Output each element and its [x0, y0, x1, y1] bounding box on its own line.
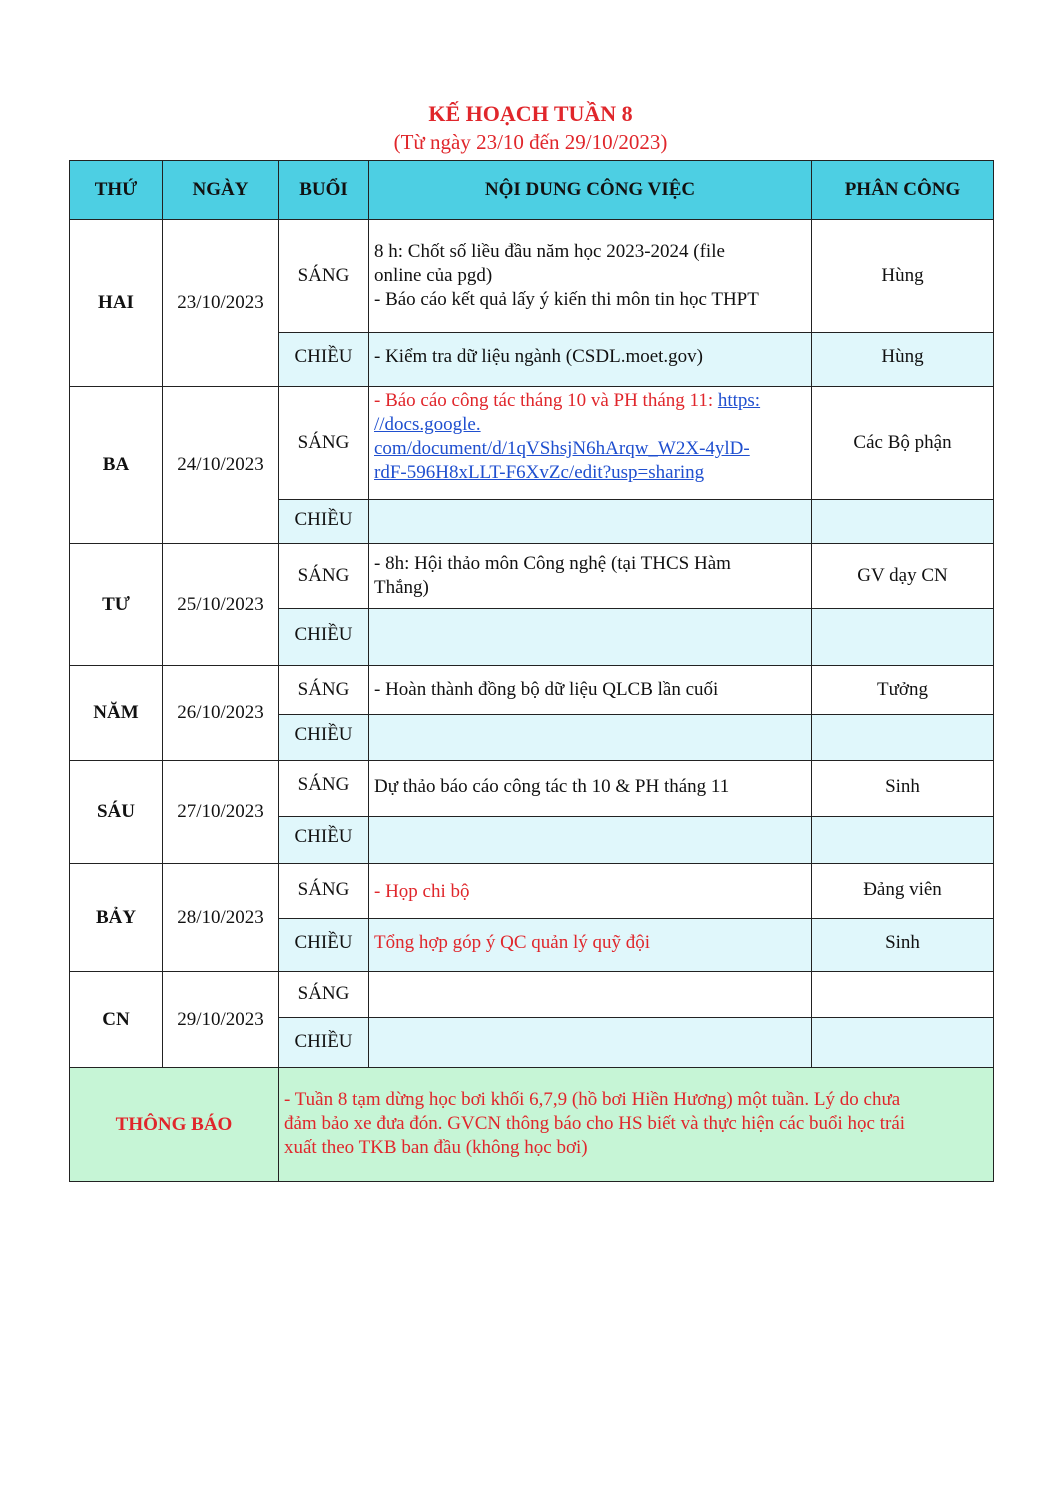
assignee — [812, 500, 994, 544]
assignee: Tưởng — [812, 666, 994, 715]
report-link-part[interactable]: com/document/d/1qVShsjN6hArqw_W2X-4ylD- — [374, 438, 750, 459]
table-row — [70, 544, 994, 609]
table-row — [70, 220, 994, 333]
column-header-noi-dung: NỘI DUNG CÔNG VIỆC — [369, 161, 812, 220]
day-name: BẢY — [70, 864, 163, 972]
assignee: GV dạy CN — [812, 544, 994, 609]
session-label: SÁNG — [279, 387, 369, 500]
task-content — [369, 544, 812, 609]
day-name: BA — [70, 387, 163, 544]
day-date: 27/10/2023 — [163, 761, 279, 864]
report-link-part[interactable]: rdF-596H8xLLT-F6XvZc/edit?usp=sharing — [374, 462, 705, 483]
task-content — [369, 817, 812, 864]
task-line: - Hoàn thành đồng bộ dữ liệu QLCB lần cuối — [374, 679, 719, 700]
session-label: SÁNG — [279, 666, 369, 715]
session-label: SÁNG — [279, 220, 369, 333]
day-date: 24/10/2023 — [163, 387, 279, 544]
session-label: SÁNG — [279, 864, 369, 919]
table-header-row — [70, 161, 994, 220]
report-link-part[interactable]: https: — [717, 390, 761, 411]
day-name: TƯ — [70, 544, 163, 666]
day-name: SÁU — [70, 761, 163, 864]
task-content — [369, 761, 812, 817]
task-content — [369, 864, 812, 919]
table-row — [70, 972, 994, 1018]
column-header-thu: THỨ — [70, 161, 163, 220]
column-header-buoi: BUỔI — [279, 161, 369, 220]
task-content — [369, 666, 812, 715]
column-header-phan-cong: PHÂN CÔNG — [812, 161, 994, 220]
assignee: Đảng viên — [812, 864, 994, 919]
session-label: CHIỀU — [279, 500, 369, 544]
task-line: - Kiểm tra dữ liệu ngành (CSDL.moet.gov) — [374, 346, 704, 367]
session-label: CHIỀU — [279, 817, 369, 864]
session-label: SÁNG — [279, 972, 369, 1018]
notice-line: - Tuần 8 tạm dừng học bơi khối 6,7,9 (hồ bơi Hiền Hương) một tuần. Lý do chưa — [284, 1089, 901, 1110]
assignee: Hùng — [812, 220, 994, 333]
session-label: CHIỀU — [279, 609, 369, 666]
day-date: 28/10/2023 — [163, 864, 279, 972]
day-date: 26/10/2023 — [163, 666, 279, 761]
page-title: KẾ HOẠCH TUẦN 8 — [428, 101, 633, 126]
task-content — [369, 919, 812, 972]
page-subtitle: (Từ ngày 23/10 đến 29/10/2023) — [393, 130, 668, 154]
column-header-ngay: NGÀY — [163, 161, 279, 220]
task-content — [369, 609, 812, 666]
assignee: Hùng — [812, 333, 994, 387]
day-date: 23/10/2023 — [163, 220, 279, 387]
task-content — [369, 1018, 812, 1068]
task-line: Tổng hợp góp ý QC quản lý quỹ đội — [374, 932, 651, 953]
day-date: 29/10/2023 — [163, 972, 279, 1068]
weekly-plan-table — [69, 160, 994, 1182]
assignee: Sinh — [812, 919, 994, 972]
task-line: - Họp chi bộ — [374, 881, 470, 902]
session-label: CHIỀU — [279, 919, 369, 972]
day-name: HAI — [70, 220, 163, 387]
assignee — [812, 715, 994, 761]
assignee — [812, 1018, 994, 1068]
notice-line: xuất theo TKB ban đầu (không học bơi) — [284, 1137, 588, 1158]
notice-line: đảm bảo xe đưa đón. GVCN thông báo cho HS biết và thực hiện các buổi học trái — [284, 1113, 906, 1134]
task-line: Dự thảo báo cáo công tác th 10 & PH tháng 11 — [374, 776, 730, 797]
task-line: - 8h: Hội thảo môn Công nghệ (tại THCS Hàm — [374, 553, 731, 574]
task-content — [369, 715, 812, 761]
session-label: CHIỀU — [279, 333, 369, 387]
session-label: CHIỀU — [279, 715, 369, 761]
report-link-part[interactable]: //docs.google. — [374, 414, 481, 435]
task-line: Thắng) — [374, 577, 429, 598]
task-line: - Báo cáo kết quả lấy ý kiến thi môn tin học THPT — [374, 289, 759, 310]
assignee — [812, 609, 994, 666]
assignee — [812, 817, 994, 864]
notice-content — [279, 1068, 994, 1182]
day-name: CN — [70, 972, 163, 1068]
task-content — [369, 333, 812, 387]
notice-row — [70, 1068, 994, 1182]
table-row — [70, 761, 994, 817]
task-content — [369, 387, 812, 500]
table-row — [70, 666, 994, 715]
day-name: NĂM — [70, 666, 163, 761]
task-text-prefix: - Báo cáo công tác tháng 10 và PH tháng 11: — [374, 390, 718, 411]
task-line: online của pgd) — [374, 265, 493, 286]
task-content — [369, 220, 812, 333]
day-date: 25/10/2023 — [163, 544, 279, 666]
notice-label: THÔNG BÁO — [70, 1068, 279, 1182]
session-label: SÁNG — [279, 761, 369, 817]
task-line: 8 h: Chốt số liều đầu năm học 2023-2024 (file — [374, 241, 725, 262]
task-content — [369, 972, 812, 1018]
table-row — [70, 864, 994, 919]
session-label: SÁNG — [279, 544, 369, 609]
assignee: Sinh — [812, 761, 994, 817]
assignee — [812, 972, 994, 1018]
assignee: Các Bộ phận — [812, 387, 994, 500]
task-content — [369, 500, 812, 544]
table-row — [70, 387, 994, 500]
session-label: CHIỀU — [279, 1018, 369, 1068]
